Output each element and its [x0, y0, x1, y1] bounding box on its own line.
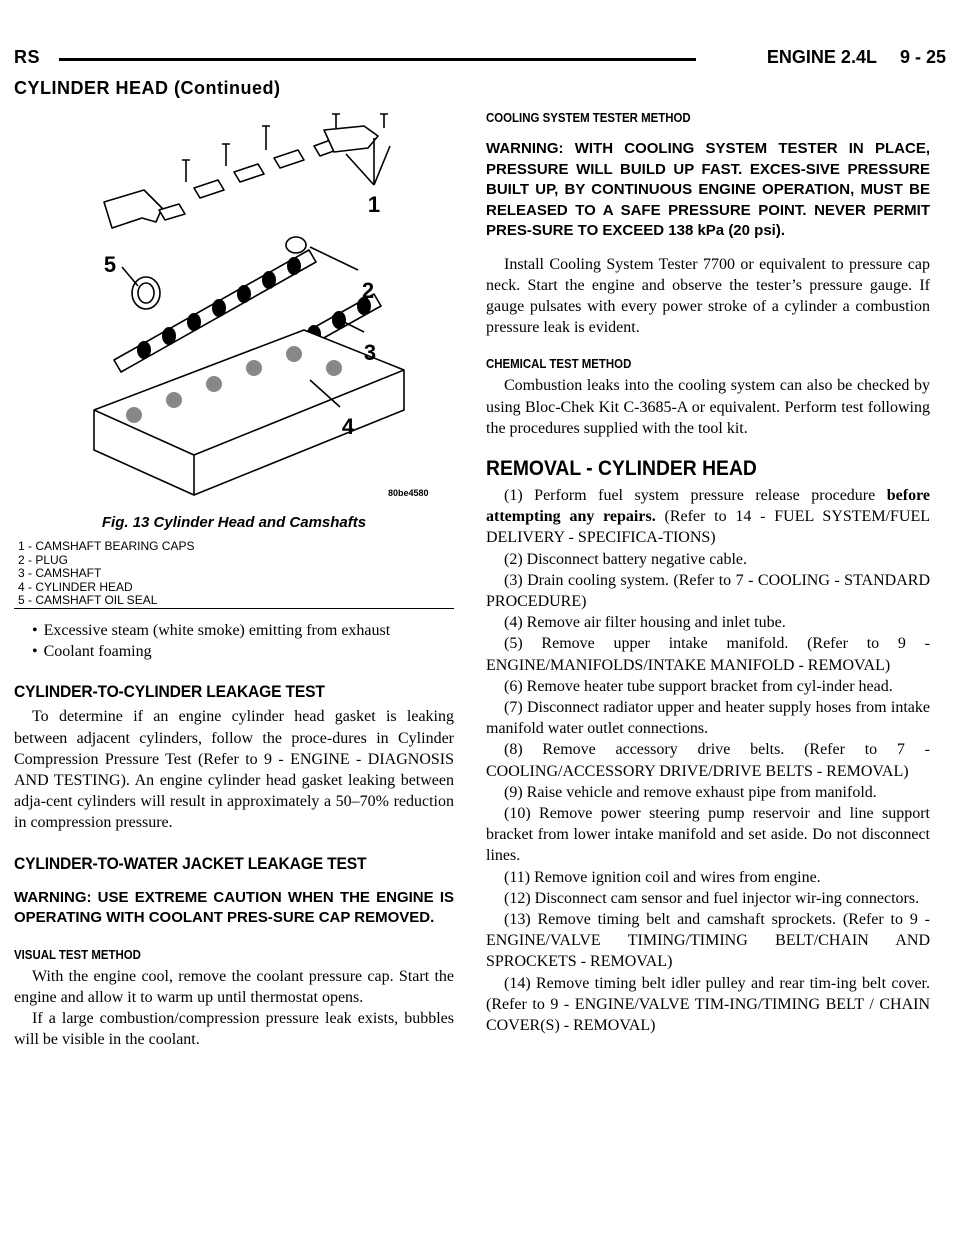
heading-water-jacket: CYLINDER-TO-WATER JACKET LEAKAGE TEST — [14, 853, 367, 873]
step-item: (10) Remove power steering pump reservoir and line support bracket from lower intake manifold and set aside. Do not disconnect lines. — [486, 804, 930, 865]
step-item: (14) Remove timing belt idler pulley and rear tim-ing belt cover. (Refer to 9 - ENGINE/VALVE TIM-ING/TIMING BELT / CHAIN COVER(S) - REMOVAL) — [486, 974, 930, 1034]
step-item: (9) Raise vehicle and remove exhaust pipe from manifold. — [504, 783, 877, 801]
callout-1: 1 — [367, 192, 381, 217]
paragraph-cooling-tester: Install Cooling System Tester 7700 or equivalent to pressure cap neck. Start the engine and observe the tester’s pressure gauge. If gauge pulsates with every power stroke of a cylinder a combustion pressure leak is evident. — [486, 255, 930, 337]
warning-pressure: WARNING: WITH COOLING SYSTEM TESTER IN PLACE, PRESSURE WILL BUILD UP FAST. EXCES-SIVE PRESSURE BUILT UP, BY CONTINUOUS ENGINE OPERATION, MUST BE RELEASED TO A SAFE PRESSURE POINT. NEVER PERMIT PRES-SURE TO EXCEED 138 kPa (20 psi). — [486, 140, 930, 239]
figure-caption: Fig. 13 Cylinder Head and Camshafts — [101, 514, 367, 531]
step-item: (2) Disconnect battery negative cable. — [504, 550, 747, 568]
heading-cylinder-leakage: CYLINDER-TO-CYLINDER LEAKAGE TEST — [14, 682, 325, 702]
bullet-item: • Coolant foaming — [14, 641, 454, 662]
page-number: 9 - 25 — [899, 47, 946, 67]
step-item: (8) Remove accessory drive belts. (Refer to 7 - COOLING/ACCESSORY DRIVE/DRIVE BELTS - REMOVAL) — [486, 741, 930, 780]
legend-item: 4 - CYLINDER HEAD — [18, 579, 133, 594]
page-header — [14, 47, 946, 67]
legend-item: 1 - CAMSHAFT BEARING CAPS — [18, 539, 195, 553]
header-right — [767, 47, 946, 68]
step-item: (6) Remove heater tube support bracket from cyl-inder head. — [504, 677, 893, 695]
step-item: (7) Disconnect radiator upper and heater supply hoses from intake manifold water outlet connections. — [486, 698, 930, 738]
step-item: (11) Remove ignition coil and wires from engine. — [504, 868, 821, 886]
warning-coolant-cap: WARNING: USE EXTREME CAUTION WHEN THE ENGINE IS OPERATING WITH COOLANT PRES-SURE CAP REMOVED. — [14, 888, 454, 927]
legend-item: 2 - PLUG — [18, 552, 69, 567]
step-item: (3) Drain cooling system. (Refer to 7 - COOLING - STANDARD PROCEDURE) — [486, 571, 930, 610]
step-item: (5) Remove upper intake manifold. (Refer to 9 - ENGINE/MANIFOLDS/INTAKE MANIFOLD - REMOVAL) — [486, 635, 930, 674]
paragraph-visual-1: With the engine cool, remove the coolant pressure cap. Start the engine and allow it to warm up until thermostat opens. — [14, 967, 454, 1006]
right-column — [486, 110, 930, 1036]
figure-rule — [14, 608, 454, 609]
heading-visual-test: VISUAL TEST METHOD — [14, 946, 141, 962]
legend-item: 5 - CAMSHAFT OIL SEAL — [18, 593, 158, 607]
paragraph-visual-2: If a large combustion/compression pressure leak exists, bubbles will be visible in the coolant. — [14, 1010, 454, 1049]
step-item: (12) Disconnect cam sensor and fuel injector wir-ing connectors. — [504, 889, 920, 907]
step-item: (4) Remove air filter housing and inlet tube. — [504, 614, 786, 632]
callout-5: 5 — [103, 252, 117, 277]
step-item: (13) Remove timing belt and camshaft sprockets. (Refer to 9 - ENGINE/VALVE TIMING/TIMING BELT/CHAIN AND SPROCKETS - REMOVAL) — [486, 910, 930, 971]
header-rule — [59, 58, 696, 61]
header-chapter-title: ENGINE 2.4L — [766, 47, 877, 67]
legend-item: 3 - CAMSHAFT — [18, 566, 102, 580]
callout-2: 2 — [361, 278, 375, 303]
paragraph-leakage: To determine if an engine cylinder head gasket is leaking between adjacent cylinders, follow the proce-dures in Cylinder Compression Pressure Test (Refer to 9 - ENGINE - DIAGNOSIS AND TESTING). An engine cylinder head gasket leaking between adja-cent cylinders will result in approximately a 50–70% reduction in compression pressure. — [14, 708, 454, 832]
callout-4: 4 — [341, 414, 355, 439]
callout-3: 3 — [363, 340, 377, 365]
left-column — [14, 110, 454, 1050]
figure-13 — [14, 110, 454, 612]
section-title: CYLINDER HEAD (Continued) — [14, 78, 281, 98]
figure-legend — [18, 540, 194, 608]
heading-removal: REMOVAL - CYLINDER HEAD — [486, 456, 757, 480]
heading-chemical-test: CHEMICAL TEST METHOD — [486, 356, 632, 372]
heading-cooling-tester: COOLING SYSTEM TESTER METHOD — [486, 110, 691, 125]
step-1: (1) Perform fuel system pressure release procedure before attempting any repairs. (Refer to 14 - FUEL SYSTEM/FUEL DELIVERY - SPECIFICA-TIONS) — [486, 486, 931, 547]
paragraph-chemical-test: Combustion leaks into the cooling system can also be checked by using Bloc-Chek Kit C-3685-A or equivalent. Perform test following the procedures supplied with the tool kit. — [486, 377, 930, 437]
figure-code: 80be4580 — [388, 488, 429, 498]
bullet-item: • Excessive steam (white smoke) emitting from exhaust — [14, 620, 454, 641]
header-section-code: RS — [14, 47, 41, 67]
cylinder-head-illustration — [74, 110, 414, 498]
